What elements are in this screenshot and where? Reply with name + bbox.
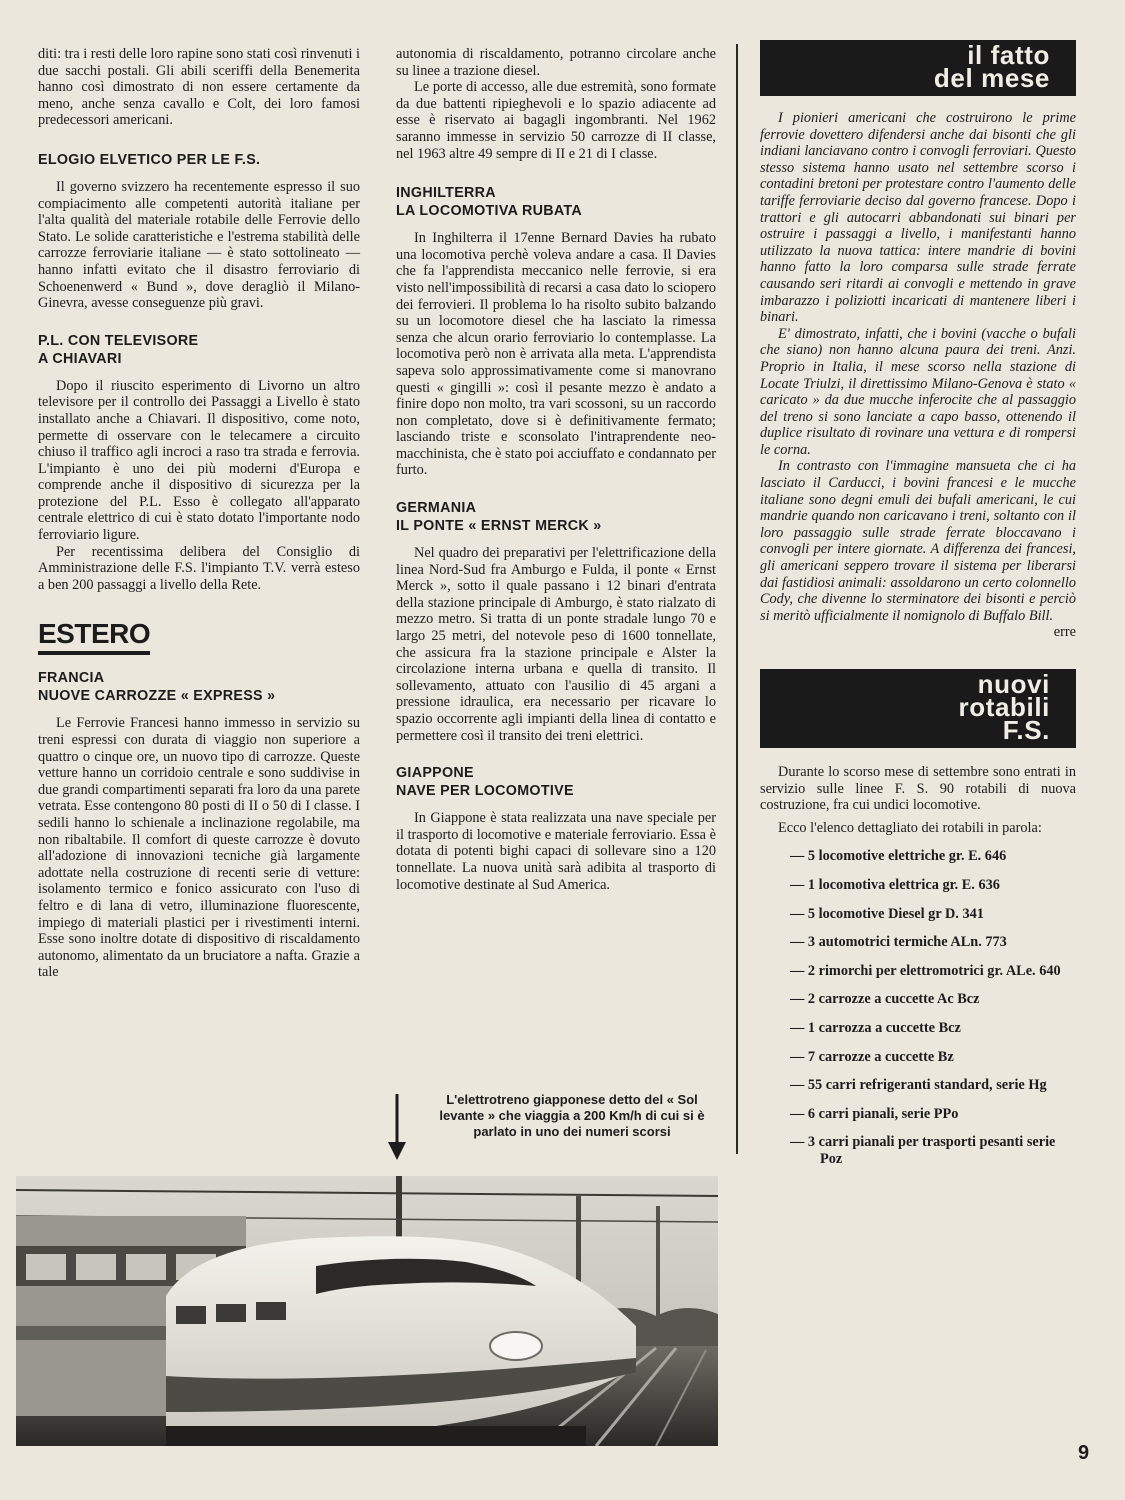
list-item: — 5 locomotive Diesel gr D. 341 (790, 905, 984, 922)
column-1 (38, 46, 360, 981)
banner-line: il fatto (967, 40, 1050, 70)
paragraph: In contrasto con l'immagine mansueta che ci ha lasciato il Carducci, i bovini francesi e le mucche italiane sono degni emuli dei bufali americani, le cui mandrie quando non caricavano i treni, soltanto con il loro passaggio sulle strade ferrate bloccavano i convogli per intere giornate. A differenza dei francesi, gli americani seppero trovare il sistema per liberarsi dai fastidiosi animali: assoldarono un certo colonnello Cody, che divenne lo sterminatore dei bisonti e perciò si meritò ufficialmente il nomignolo di Buffalo Bill. (760, 458, 1076, 624)
list-item: — 1 carrozza a cuccette Bcz (790, 1019, 961, 1036)
section-title-line: NAVE PER LOCOMOTIVE (396, 783, 574, 800)
paragraph: Le Ferrovie Francesi hanno immesso in servizio su treni espressi con durata di viaggio non superiore a quattro o cinque ore, un nuovo tipo di carrozze. Queste vetture hanno un corridoio centrale e sono suddivise in due grandi compartimenti separati fra loro da una parete vetrata. Esse contengono 80 posti di II o 50 di I classe. I sedili hanno lo schienale a inclinazione regolabile, ma non ribaltabile. Il comfort di queste carrozze è dovuto all'adozione di innovazioni tecniche già largamente adottate nella costruzione di recenti serie di vetture: isolamento termico e fonico assicurato con l'uso di feltro e di lana di vetro, illuminazione fluorescente, impiego di materiali plastici per i rivestimenti interni. Esse sono inoltre dotate di dispositivo di riscaldamento autonomo, alimentato da un bruciatore a nafta. Grazie a tale (38, 715, 360, 981)
section-title-line: GIAPPONE (396, 765, 474, 782)
arrow-down-icon (387, 1094, 407, 1160)
banner-nuovi-rotabili (760, 669, 1076, 748)
paragraph: Dopo il riuscito esperimento di Livorno un altro televisore per il controllo dei Passaggi a Livello è stato installato anche a Chiavari. Il dispositivo, come noto, permette di osservare con le telecamere a circuito chiuso il traffico agli incroci a raso tra strada e ferrovia. L'impianto è uno dei più moderni d'Europa e comprende anche il dispositivo di sicurezza per la protezione del P.L. Esso è collegato all'apparato centrale elettrico di cui è stato dotato l'importante nodo ferroviario ligure. (38, 377, 360, 544)
banner-line: nuovi (977, 669, 1050, 699)
section-heading-estero: ESTERO (38, 619, 150, 655)
paragraph: Ecco l'elenco dettagliato dei rotabili in parola: (778, 819, 1042, 836)
paragraph: diti: tra i resti delle loro rapine sono stati così rinvenuti i due sacchi postali. Gli abili sceriffi della Benemerita hanno così dimostrato di non essere certamente da meno, anche senza cavallo e Colt, dei loro famosi predecessori americani. (38, 46, 361, 129)
page-number: 9 (1078, 1442, 1090, 1464)
section-title (396, 184, 716, 220)
list-item: — 7 carrozze a cuccette Bz (790, 1048, 954, 1065)
rotabili-list (760, 848, 1076, 1167)
section-title-line: A CHIAVARI (38, 350, 122, 367)
list-item: — 3 carri pianali per trasporti pesanti serie Poz (790, 1134, 1056, 1167)
list-item: — 6 carri pianali, serie PPo (790, 1105, 959, 1122)
list-item: — 2 carrozze a cuccette Ac Bcz (790, 991, 980, 1008)
banner-fatto-del-mese (760, 40, 1076, 96)
paragraph: In Giappone è stata realizzata una nave speciale per il trasporto di locomotive e materiale ferroviario. Essa è dotata di potenti bighi capaci di sollevare sino a 120 tonnellate. La nuova unità sarà adibita al trasporto di locomotive destinate al Sud America. (396, 810, 716, 893)
section-title-line: LA LOCOMOTIVA RUBATA (396, 203, 583, 220)
paragraph: Durante lo scorso mese di settembre sono entrati in servizio sulle linee F. S. 90 rotabili di nuova costruzione, fra cui undici locomotive. (760, 764, 1076, 814)
paragraph: autonomia di riscaldamento, potranno circolare anche su linee a trazione diesel. (396, 46, 716, 79)
section-title-line: FRANCIA (38, 670, 105, 687)
fatto-del-mese-text (760, 110, 1076, 624)
list-item: — 3 automotrici termiche ALn. 773 (790, 934, 1007, 951)
column-2 (396, 46, 716, 893)
section-title-line: NUOVE CARROZZE « EXPRESS » (38, 688, 276, 705)
section-title (396, 499, 716, 535)
paragraph: Per recentissima delibera del Consiglio di Amministrazione delle F.S. l'impianto T.V. verrà esteso a ben 200 passaggi a livello della Rete. (38, 543, 360, 593)
banner-line: rotabili (958, 692, 1050, 722)
section-title (38, 669, 360, 705)
paragraph: E' dimostrato, infatti, che i bovini (vacche o bufali che siano) non hanno alcuna paura dei treni. Anzi. Proprio in Italia, il mese scorso nella stazione di Locate Triulzi, il direttissimo Milano-Genova è stato « caricato » da due mucche inferocite che al passaggio del treno si sono lanciate a capo basso, ottenendo il duplice risultato di rovinare una vettura e di rompersi le corna. (760, 325, 1076, 458)
list-item: — 55 carri refrigeranti standard, serie Hg (790, 1077, 1047, 1094)
list-item: — 5 locomotive elettriche gr. E. 646 (790, 848, 1007, 865)
section-title: ELOGIO ELVETICO PER LE F.S. (38, 151, 261, 168)
section-title (396, 764, 716, 800)
column-3 (760, 40, 1076, 1180)
paragraph: Il governo svizzero ha recentemente espresso il suo compiacimento alle competenti autorità italiane per l'alta qualità del materiale rotabile delle Ferrovie dello Stato. Le solide caratteristiche e l'estrema stabilità delle carrozze ferroviarie italiane — è stato sottolineato — hanno infatti evitato che il disastro ferroviario di Schoenenwerd « Bund », dove deragliò il Milano-Ginevra, avesse conseguenze più gravi. (38, 178, 360, 312)
paragraph: In Inghilterra il 17enne Bernard Davies ha rubato una locomotiva perchè voleva andare a casa. Il Davies che fa l'apprendista meccanico nelle ferrovie, si era visto nell'impossibilità di recarsi a casa dato lo sciopero dei ferrovieri. Il problema lo ha risolto subito balzando su un locomotore diesel che ha lasciato la rimessa senza che alcun orario ferroviario lo contemplasse. La locomotiva però non è arrivata alla meta. L'apprendista sapeva solo approssimativamente come si manovrano questi « gingilli »: così il pesante mezzo è andato a finire dopo non molto, tra vari scossoni, su un raccordo non completato, dove si è definitivamente fermato; lasciando triste e sconsolato l'intraprendente neo-macchinista, che è stato poi acciuffato e condannato per furto. (396, 230, 716, 479)
list-item: — 2 rimorchi per elettromotrici gr. ALe. 640 (790, 962, 1061, 979)
column-divider (736, 44, 738, 1154)
signature: erre (1053, 624, 1076, 641)
banner-line: F.S. (1002, 715, 1050, 745)
paragraph: I pionieri americani che costruirono le prime ferrovie dovettero difendersi anche dai bisonti che gli indiani lanciavano contro i convogli ferroviari. Questo stesso sistema hanno usato nel settembre scorso i contadini bretoni per protestare contro l'aumento delle tariffe ferroviarie deciso dal governo francese. Dopo i trattori e gli autocarri abbandonati sui binari per ostruire i passaggi a livello, i manifestanti hanno utilizzato la nuova tattica: intere mandrie di bovini hanno fatto la loro comparsa sulle strade ferrate causando seri ritardi ai convogli e mettendo in grave imbarazzo i poliziotti incaricati di mantenere liberi i binari. (760, 110, 1076, 326)
section-title-line: INGHILTERRA (396, 185, 496, 202)
section-title (38, 332, 360, 368)
section-title-line: IL PONTE « ERNST MERCK » (396, 518, 602, 535)
paragraph: Nel quadro dei preparativi per l'elettrificazione della linea Nord-Sud fra Amburgo e Fulda, il ponte « Ernst Merck », sotto il quale passano i 12 binari d'entrata della stazione principale di Amburgo, è stato rialzato di mezzo metro. Si tratta di un ponte stradale lungo 70 e largo 25 metri, del notevole peso di 1600 tonnellate, che assicura fra la stazione principale e Alster la circolazione interna urbana e quella di transito. Il sollevamento, attuato con l'ausilio di 45 argani a pressione idraulica, era necessario per ricavare lo spazio occorrente agli impianti della linea di contatto e permettere così il transito dei treni elettrici. (396, 545, 716, 744)
paragraph: Le porte di accesso, alle due estremità, sono formate da due battenti ripieghevoli e lo spazio adiacente ad esse è riservato ai bagagli ingombranti. Nel 1962 saranno immesse in servizio 50 carrozze di II classe, nel 1963 altre 49 sempre di II e 21 di I classe. (396, 79, 716, 162)
banner-line: del mese (933, 63, 1050, 93)
train-photo (16, 1176, 718, 1446)
list-item: — 1 locomotiva elettrica gr. E. 636 (790, 876, 1000, 893)
section-title-line: P.L. CON TELEVISORE (38, 332, 199, 349)
photo-caption: L'elettrotreno giapponese detto del « Sol levante » che viaggia a 200 Km/h di cui si è parlato in uno dei numeri scorsi (439, 1092, 705, 1139)
section-title-line: GERMANIA (396, 500, 477, 517)
